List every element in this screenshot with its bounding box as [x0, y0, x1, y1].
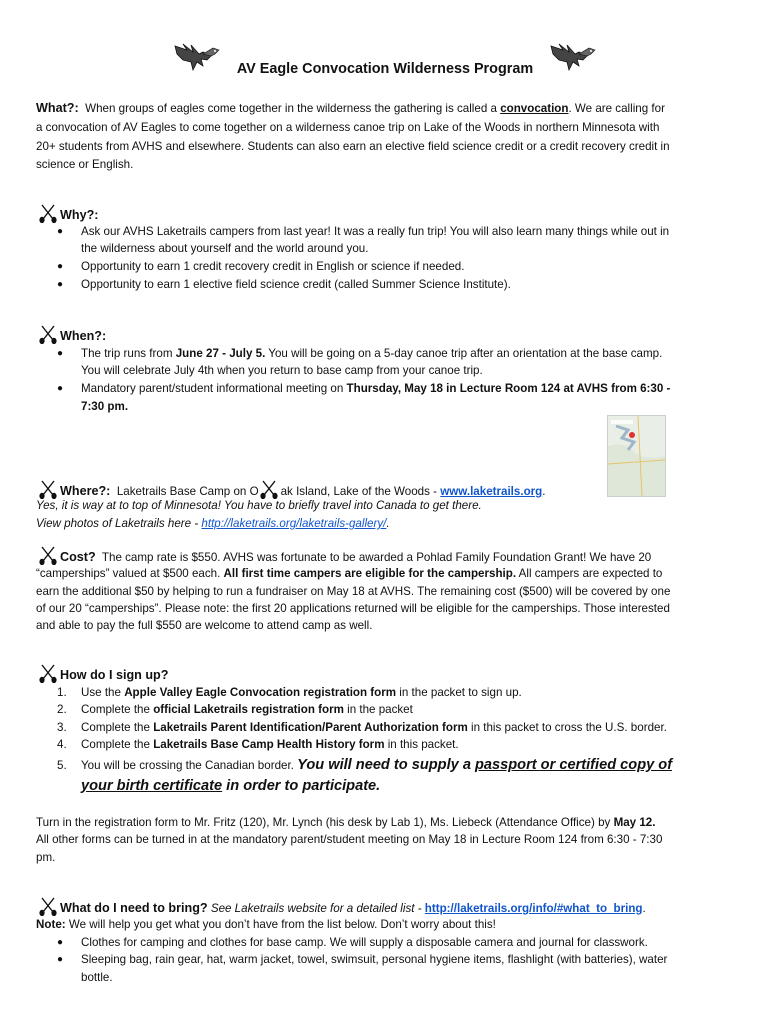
- where-line-1: Where?: Laketrails Base Camp on O ak Island, Lake of the Woods - www.laketrails.org.: [38, 479, 546, 499]
- paddles-icon: [38, 324, 58, 344]
- bring-note: Note: We will help you get what you don’t have from the list below. Don’t worry about this!: [36, 918, 496, 931]
- paddles-icon: [38, 896, 58, 916]
- turnin-line-2: All other forms can be turned in at the mandatory parent/student meeting on May 18 in Lecture Room 124 from 6:30 - 7:30: [36, 833, 663, 846]
- signup-step-1: Use the Apple Valley Eagle Convocation registration form in the packet to sign up.: [81, 686, 522, 699]
- signup-step-5-cont: your birth certificate in order to participate.: [81, 778, 381, 794]
- what-line-4: science or English.: [36, 158, 134, 171]
- why-bullet-3: Opportunity to earn 1 elective field science credit (called Summer Science Institute).: [81, 278, 511, 291]
- turnin-line-3: pm.: [36, 851, 56, 864]
- paddles-icon: [38, 203, 58, 223]
- page-title: AV Eagle Convocation Wilderness Program: [236, 61, 534, 77]
- bring-bullet-2-cont: bottle.: [81, 971, 113, 984]
- why-bullet-2: Opportunity to earn 1 credit recovery credit in English or science if needed.: [81, 260, 465, 273]
- why-bullet-1-cont: the wilderness about yourself and the world around you.: [81, 242, 369, 255]
- what-to-bring-link[interactable]: http://laketrails.org/info/#what_to_bring: [424, 902, 643, 915]
- signup-step-5: You will be crossing the Canadian border. You will need to supply a passport or certified copy of: [81, 757, 673, 773]
- bring-bullet-1: Clothes for camping and clothes for base camp. We will supply a disposable camera and journal for classwork.: [81, 936, 648, 949]
- when-bullet-1-cont: You will celebrate July 4th when you return to base camp from your canoe trip.: [81, 364, 483, 377]
- paddles-icon: [38, 663, 58, 683]
- when-bullet-2: Mandatory parent/student informational meeting on Thursday, May 18 in Lecture Room 124 at AVHS from 6:30 -: [81, 382, 671, 395]
- what-heading: What?:: [36, 101, 79, 115]
- where-line-3: View photos of Laketrails here - http://laketrails.org/laketrails-gallery/.: [36, 517, 390, 530]
- cost-line-5: and able to pay the full $550 are welcome to attend camp as well.: [36, 619, 373, 632]
- signup-step-2: Complete the official Laketrails registration form in the packet: [81, 703, 413, 716]
- why-bullet-1: Ask our AVHS Laketrails campers from last year! It was a really fun trip! You will also learn many things while out in: [81, 225, 670, 238]
- signup-heading: How do I sign up?: [38, 663, 168, 683]
- signup-step-4: Complete the Laketrails Base Camp Health History form in this packet.: [81, 738, 459, 751]
- when-heading: When?:: [38, 324, 106, 344]
- where-line-2: Yes, it is way at to top of Minnesota! You have to briefly travel into Canada to get there.: [36, 499, 482, 512]
- what-line-3: 20+ students from AVHS and elsewhere. Students can also earn an elective field science credit or a credit recovery credit in: [36, 140, 670, 153]
- bring-bullet-2: Sleeping bag, rain gear, hat, warm jacket, towel, swimsuit, personal hygiene items, flashlight (with batteries), water: [81, 953, 668, 966]
- paddles-icon: [38, 545, 58, 565]
- cost-line-1: Cost? The camp rate is $550. AVHS was fortunate to be awarded a Pohlad Family Foundation Grant! We have 20: [38, 545, 651, 565]
- signup-step-3: Complete the Laketrails Parent Identification/Parent Authorization form in this packet to cross the U.S. border.: [81, 721, 667, 734]
- when-bullet-2-cont: 7:30 pm.: [81, 400, 129, 413]
- gallery-link[interactable]: http://laketrails.org/laketrails-gallery/: [201, 517, 387, 530]
- turnin-line-1: Turn in the registration form to Mr. Fritz (120), Mr. Lynch (his desk by Lab 1), Ms. Liebeck (Attendance Office) by May 12.: [36, 816, 656, 829]
- cost-line-3: earn the additional $50 by helping to run a fundraiser on May 18 at AVHS. The remaining cost ($500) will be covered by one: [36, 585, 671, 598]
- paddles-icon: [38, 479, 58, 499]
- why-heading: Why?:: [38, 203, 98, 223]
- laketrails-link[interactable]: www.laketrails.org: [440, 485, 543, 498]
- cost-line-2: “camperships” valued at $500 each. All first time campers are eligible for the campership. All campers are expected to: [36, 567, 663, 580]
- convocation-term: convocation: [500, 102, 569, 115]
- what-line-1: What?: When groups of eagles come together in the wilderness the gathering is called a convocation. We are calling for: [36, 101, 665, 115]
- cost-line-4: of our 20 “camperships”. Please note: the first 20 applications returned will be eligible for the camperships. Those interested: [36, 602, 670, 615]
- bring-heading: What do I need to bring? See Laketrails website for a detailed list - http://laketrails.org/info/#what_to_bring.: [38, 896, 646, 916]
- map-thumbnail[interactable]: [607, 415, 666, 497]
- when-bullet-1: The trip runs from June 27 - July 5. You will be going on a 5-day canoe trip after an orientation at the base camp.: [81, 347, 663, 360]
- paddles-icon: [259, 479, 279, 499]
- what-line-2: a convocation of AV Eagles to come together on a wilderness canoe trip on Lake of the Woods in northern Minnesota with: [36, 121, 660, 134]
